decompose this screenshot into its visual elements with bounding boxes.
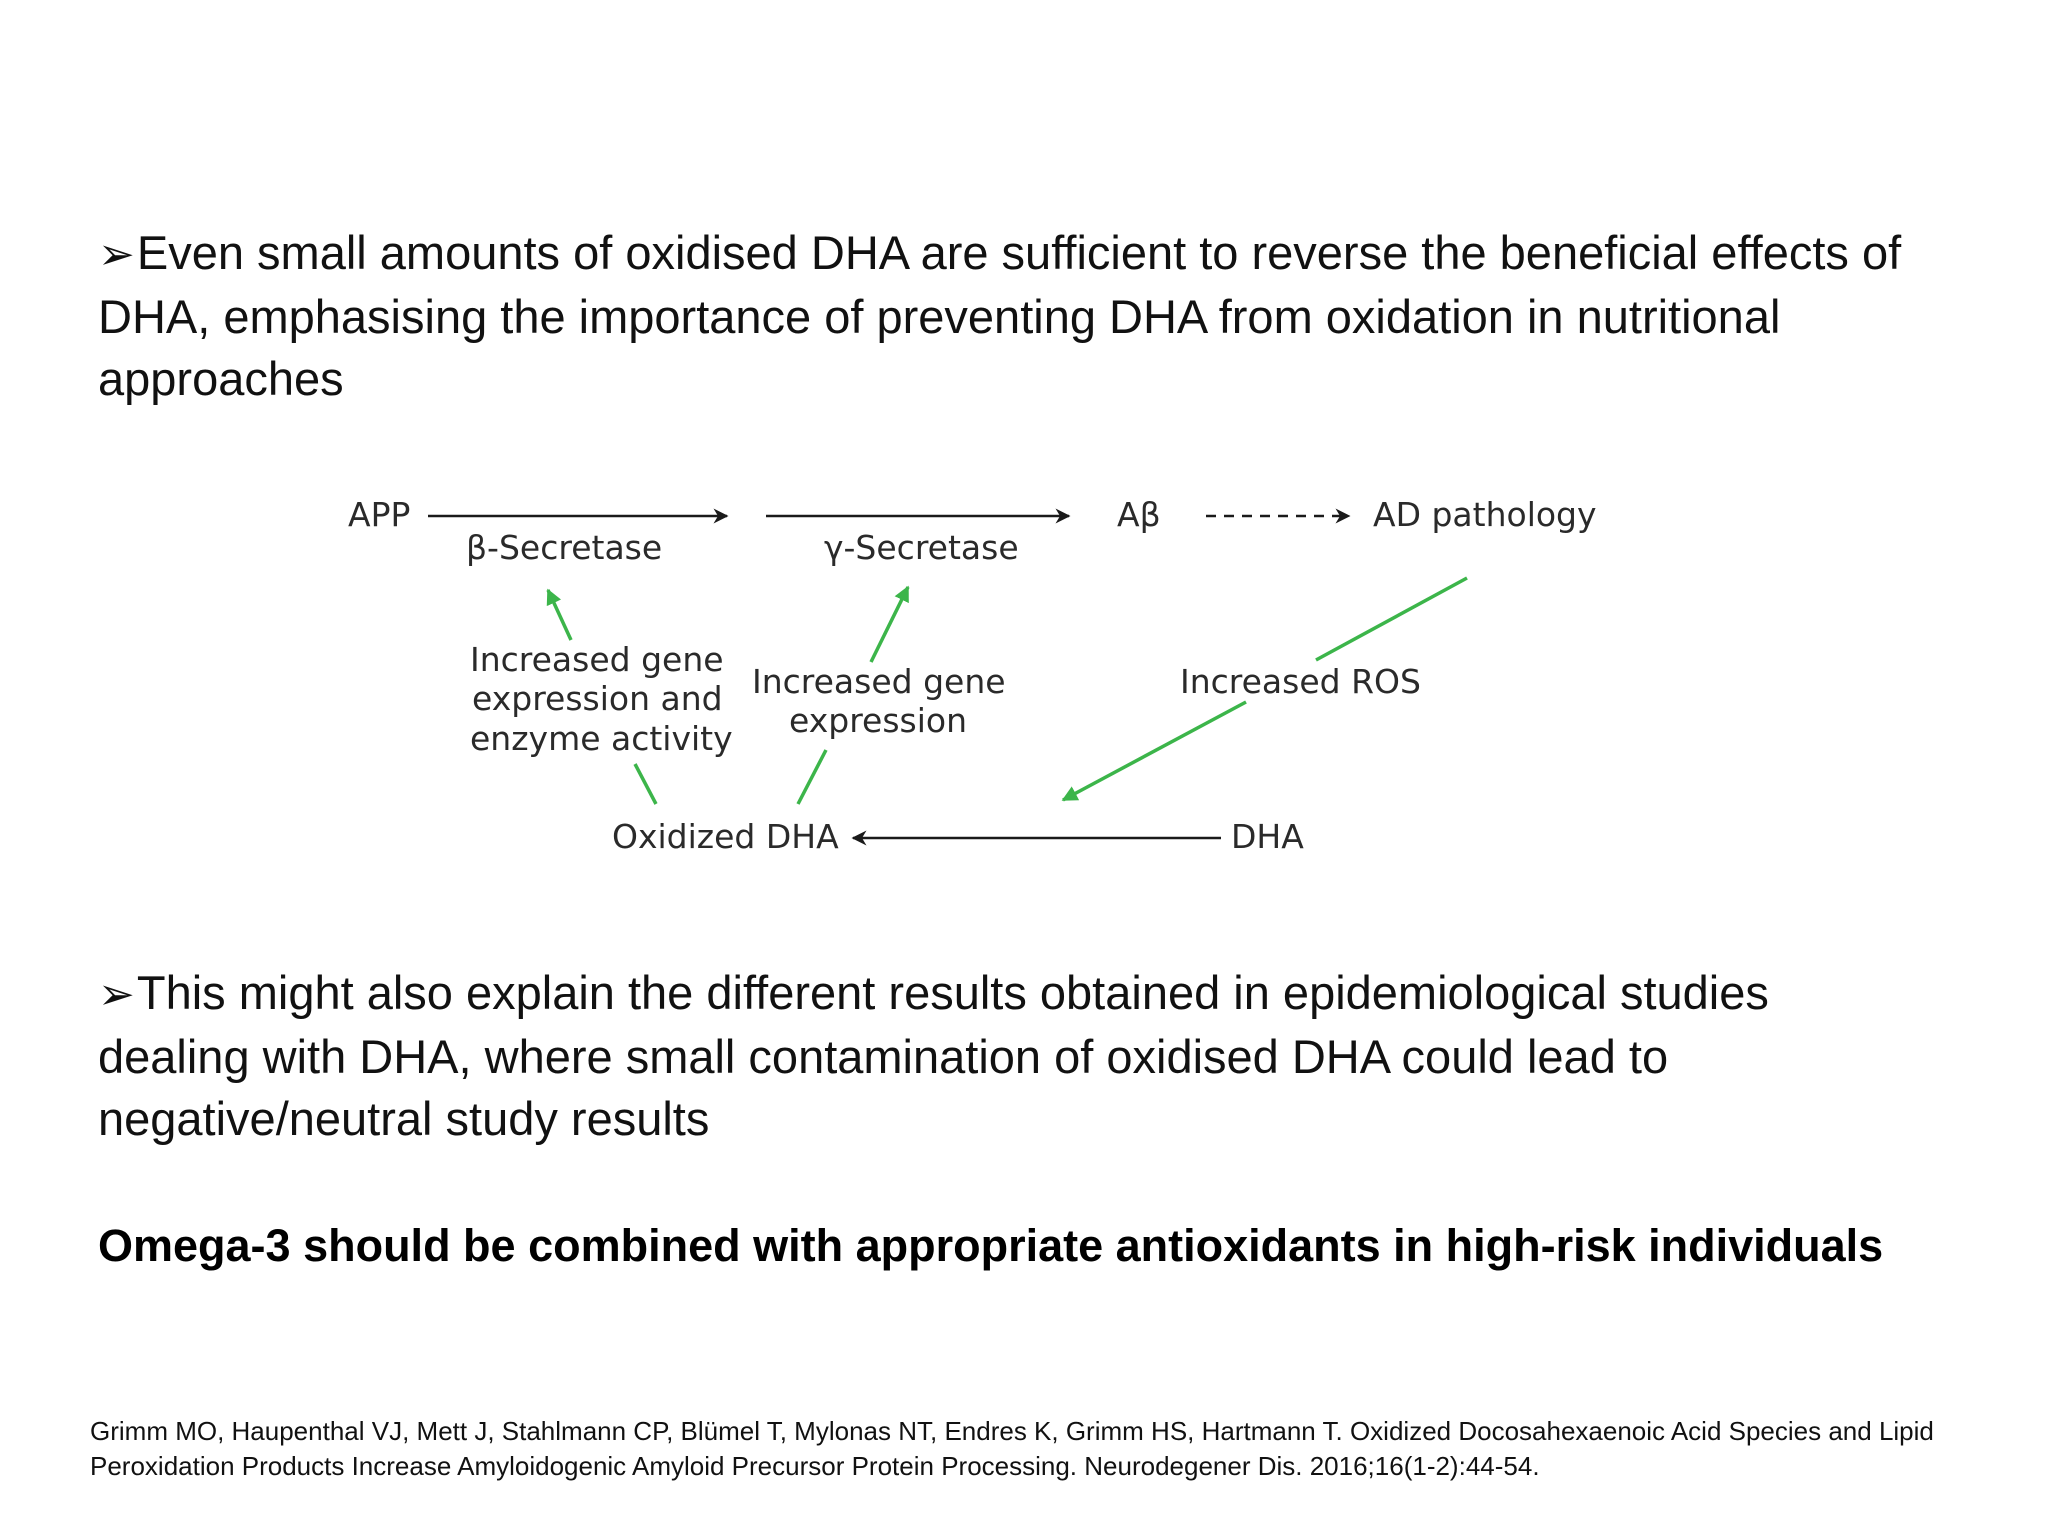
node-oxidized-dha: Oxidized DHA bbox=[612, 817, 839, 856]
label-beta-effect-line-1: Increased gene bbox=[470, 640, 724, 679]
node-gamma-secretase: γ-Secretase bbox=[824, 528, 1019, 567]
arrow-ad-to-ros bbox=[1316, 578, 1467, 660]
arrow-oxdha-to-gamma-upper bbox=[871, 587, 908, 662]
arrow-oxdha-to-beta-upper bbox=[548, 590, 571, 640]
label-increased-ros: Increased ROS bbox=[1180, 662, 1421, 701]
node-abeta: Aβ bbox=[1117, 495, 1161, 534]
bullet-point-2 bbox=[98, 962, 1918, 1150]
bullet-2-text: This might also explain the different results obtained in epidemiological studies dealing with DHA, where small contamination of oxidised DHA could lead to negative/neutral study results bbox=[98, 966, 1769, 1145]
node-ad-pathology: AD pathology bbox=[1373, 495, 1597, 534]
label-beta-effect-line-2: expression and bbox=[472, 679, 723, 718]
arrow-ros-to-dha-oxidation bbox=[1063, 702, 1246, 800]
node-app: APP bbox=[348, 495, 411, 534]
label-gamma-effect-line-1: Increased gene bbox=[752, 662, 1006, 701]
conclusion-statement: Omega-3 should be combined with appropriate antioxidants in high-risk individuals bbox=[98, 1220, 1884, 1271]
label-gamma-effect-line-2: expression bbox=[789, 701, 968, 740]
bullet-arrow-icon: ➢ bbox=[98, 969, 135, 1020]
label-beta-effect-line-3: enzyme activity bbox=[470, 719, 733, 758]
bullet-arrow-icon: ➢ bbox=[98, 229, 135, 280]
arrow-oxdha-to-beta-lower bbox=[635, 764, 656, 804]
node-beta-secretase: β-Secretase bbox=[466, 528, 663, 567]
bullet-1-text: Even small amounts of oxidised DHA are sufficient to reverse the beneficial effects of DHA, emphasising the importance of preventing DHA from oxidation in nutritional approaches bbox=[98, 226, 1902, 405]
reference-citation: Grimm MO, Haupenthal VJ, Mett J, Stahlmann CP, Blümel T, Mylonas NT, Endres K, Grimm HS, Hartmann T. Oxidized Docosahexaenoic Acid Species and Lipid Peroxidation Products Increase Amyloidogenic Amyloid Precursor Protein Processing. Neurodegener Dis. 2016;16(1-2):44-54. bbox=[90, 1416, 1934, 1481]
node-dha: DHA bbox=[1231, 817, 1304, 856]
arrow-oxdha-to-gamma-lower bbox=[798, 750, 826, 804]
